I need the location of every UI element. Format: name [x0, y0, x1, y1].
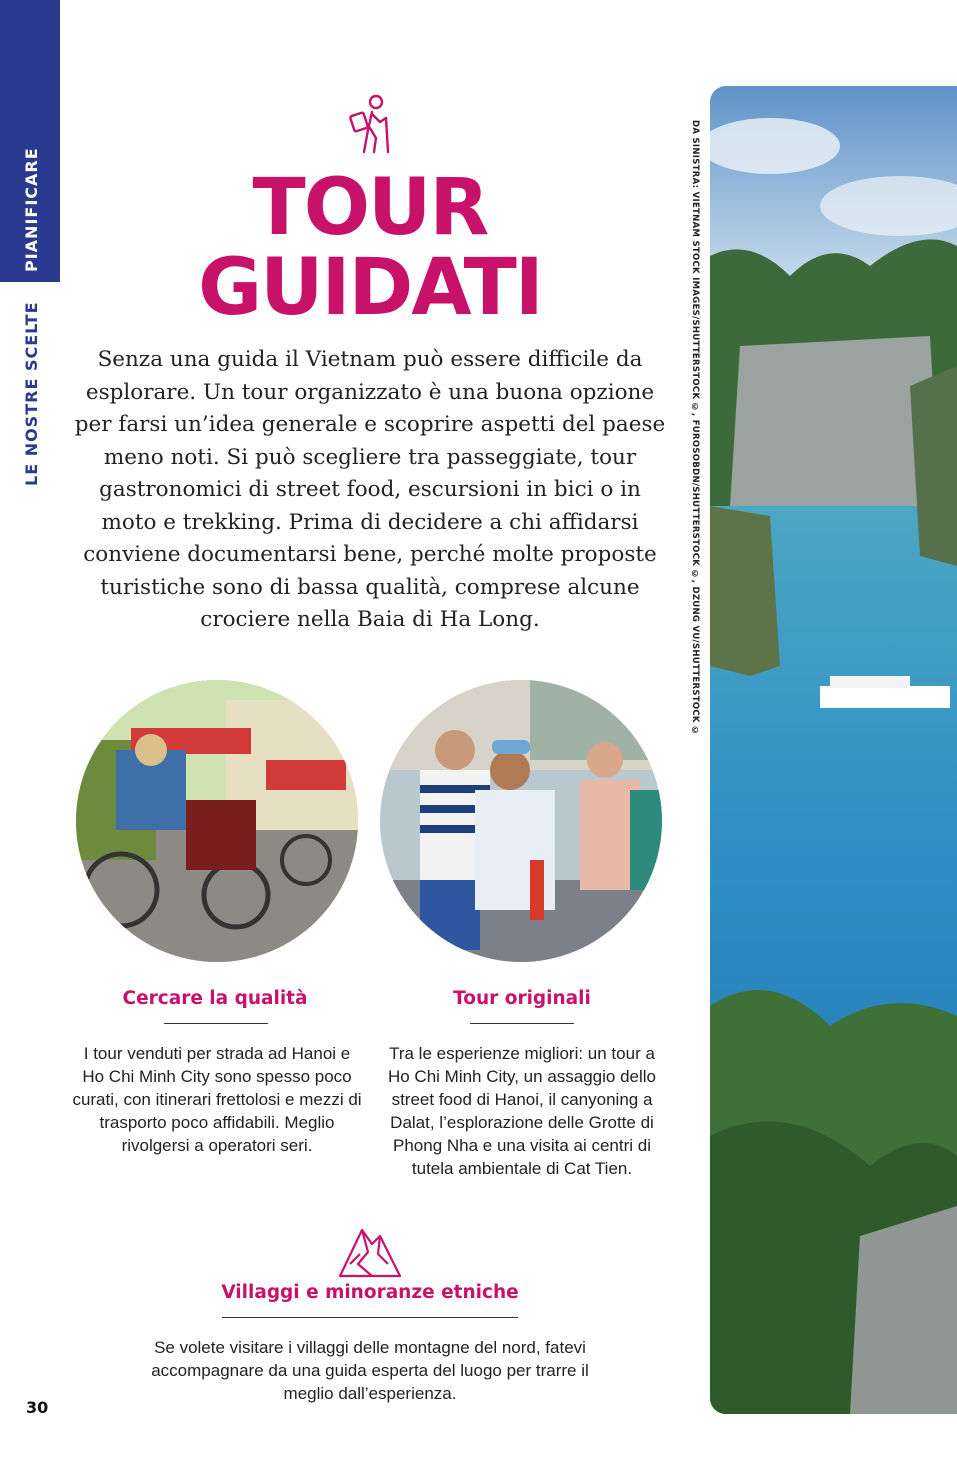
- intro-paragraph: Senza una guida il Vietnam può essere difficile da esplorare. Un tour organizzato è una buona opzione per farsi un’idea generale e scoprire aspetti del paese meno noti. Si può scegliere tra passeggiate, tour gastronomici di street food, escursioni in bici o in moto e trekking. Prima di decidere a chi affidarsi conviene documentarsi bene, perché molte proposte turistiche sono di bassa qualità, comprese alcune crociere nella Baia di Ha Long.: [74, 347, 666, 632]
- villages-heading: Villaggi e minoranze etniche: [221, 1282, 519, 1303]
- page-title: [150, 163, 590, 333]
- tour-guide-photo: [380, 680, 662, 962]
- title-line-2: GUIDATI: [198, 243, 542, 333]
- section-label: PIANIFICARE: [22, 147, 41, 272]
- mountain-icon: [338, 1224, 402, 1278]
- title-line-1: TOUR: [252, 163, 488, 253]
- quality-heading: Cercare la qualità: [122, 988, 308, 1009]
- photo-credit: DA SINISTRA: VIETNAM STOCK IMAGES/SHUTTERSTOCK ©, FUROSOBDN/SHUTTERSTOCK ©, DZUNG VU/SHUTTERSTOCK ©: [690, 120, 700, 737]
- subsection-label: LE NOSTRE SCELTE: [22, 301, 41, 486]
- original-tours-rule: [470, 1023, 574, 1024]
- ha-long-bay-photo: [710, 86, 957, 1414]
- original-tours-heading: Tour originali: [453, 988, 591, 1009]
- page-number: 30: [26, 1398, 49, 1417]
- cyclo-photo: [76, 680, 358, 962]
- villages-rule: [222, 1317, 518, 1318]
- quality-text: I tour venduti per strada ad Hanoi e Ho Chi Minh City sono spesso poco curati, con itinerari frettolosi e mezzi di trasporto poco affidabili. Meglio rivolgersi a operatori seri.: [72, 1044, 362, 1155]
- villages-text: Se volete visitare i villaggi delle montagne del nord, fatevi accompagnare da una guida esperta del luogo per trarre il meglio dall’esperienza.: [151, 1338, 589, 1403]
- original-tours-text: Tra le esperienze migliori: un tour a Ho Chi Minh City, un assaggio dello street food di Hanoi, il canyoning a Dalat, l’esplorazione delle Grotte di Phong Nha e una visita ai centri di tutela ambientale di Cat Tien.: [387, 1044, 657, 1178]
- hiker-icon: [346, 92, 394, 156]
- quality-rule: [164, 1023, 268, 1024]
